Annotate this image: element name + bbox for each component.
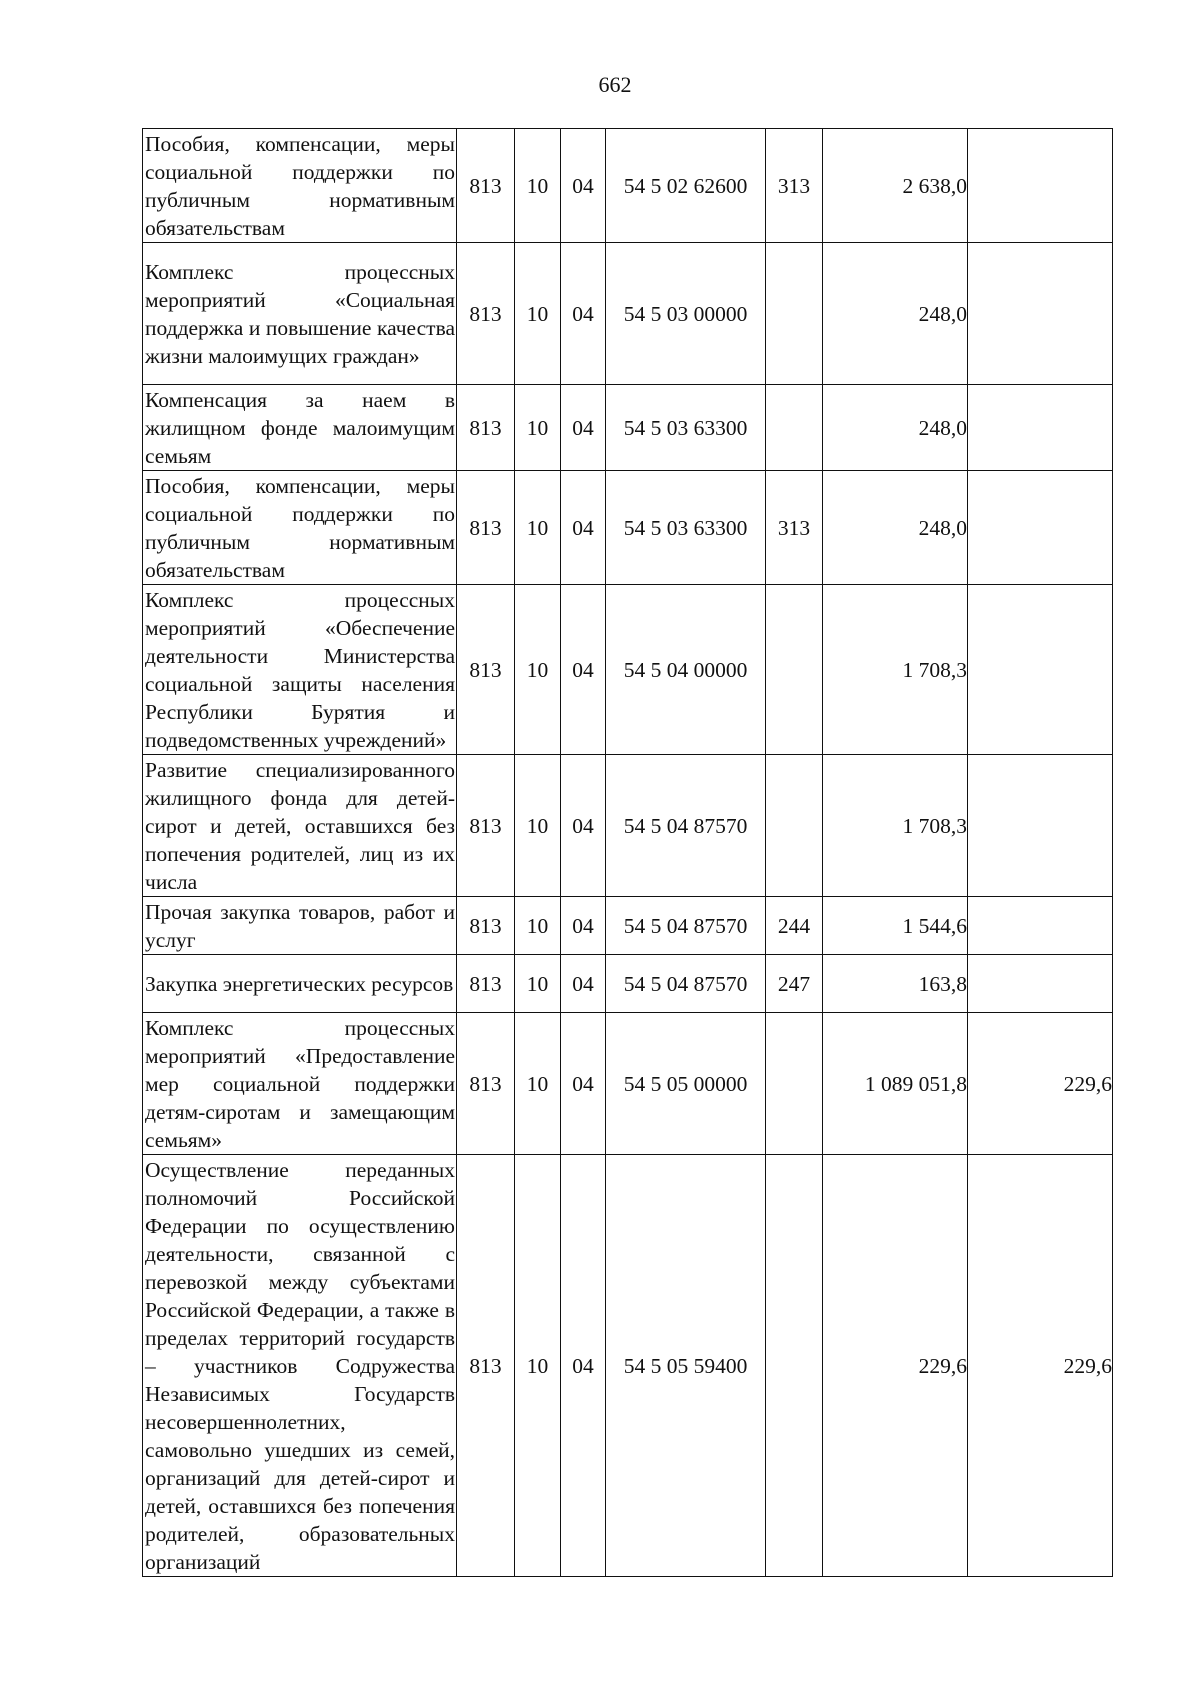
federal-amount [968, 129, 1113, 243]
row-name: Комплекс процессных мероприятий «Социальная поддержка и повышение качества жизни малоимущих граждан» [143, 243, 457, 385]
target-article-code: 54 5 04 87570 [606, 755, 766, 897]
expense-type-code [766, 385, 823, 471]
table-row [143, 585, 1113, 755]
ministry-code: 813 [457, 471, 515, 585]
expense-type-code: 247 [766, 955, 823, 1013]
federal-amount: 229,6 [968, 1013, 1113, 1155]
section-code: 10 [515, 1013, 561, 1155]
amount: 248,0 [823, 243, 968, 385]
ministry-code: 813 [457, 955, 515, 1013]
subsection-code: 04 [561, 897, 606, 955]
expense-type-code [766, 1155, 823, 1577]
federal-amount [968, 897, 1113, 955]
table-row [143, 243, 1113, 385]
target-article-code: 54 5 04 87570 [606, 897, 766, 955]
ministry-code: 813 [457, 585, 515, 755]
ministry-code: 813 [457, 385, 515, 471]
ministry-code: 813 [457, 1155, 515, 1577]
subsection-code: 04 [561, 1013, 606, 1155]
target-article-code: 54 5 04 00000 [606, 585, 766, 755]
subsection-code: 04 [561, 755, 606, 897]
section-code: 10 [515, 385, 561, 471]
section-code: 10 [515, 1155, 561, 1577]
ministry-code: 813 [457, 897, 515, 955]
section-code: 10 [515, 129, 561, 243]
subsection-code: 04 [561, 385, 606, 471]
target-article-code: 54 5 05 00000 [606, 1013, 766, 1155]
section-code: 10 [515, 897, 561, 955]
table-row [143, 1013, 1113, 1155]
ministry-code: 813 [457, 129, 515, 243]
section-code: 10 [515, 243, 561, 385]
target-article-code: 54 5 02 62600 [606, 129, 766, 243]
amount: 163,8 [823, 955, 968, 1013]
expense-type-code: 313 [766, 471, 823, 585]
target-article-code: 54 5 04 87570 [606, 955, 766, 1013]
row-name: Прочая закупка товаров, работ и услуг [143, 897, 457, 955]
amount: 1 708,3 [823, 585, 968, 755]
row-name: Развитие специализированного жилищного фонда для детей-сирот и детей, оставшихся без попечения родителей, лиц из их числа [143, 755, 457, 897]
expense-type-code [766, 1013, 823, 1155]
row-name: Компенсация за наем в жилищном фонде малоимущим семьям [143, 385, 457, 471]
row-name: Комплекс процессных мероприятий «Предоставление мер социальной поддержки детям-сиротам и замещающим семьям» [143, 1013, 457, 1155]
subsection-code: 04 [561, 1155, 606, 1577]
ministry-code: 813 [457, 755, 515, 897]
budget-table [142, 128, 1113, 1577]
table-row [143, 385, 1113, 471]
expense-type-code: 313 [766, 129, 823, 243]
amount: 248,0 [823, 385, 968, 471]
federal-amount: 229,6 [968, 1155, 1113, 1577]
amount: 2 638,0 [823, 129, 968, 243]
amount: 1 708,3 [823, 755, 968, 897]
table-row [143, 471, 1113, 585]
table-row [143, 129, 1113, 243]
ministry-code: 813 [457, 243, 515, 385]
table-row [143, 1155, 1113, 1577]
federal-amount [968, 585, 1113, 755]
target-article-code: 54 5 03 63300 [606, 471, 766, 585]
subsection-code: 04 [561, 585, 606, 755]
row-name: Осуществление переданных полномочий Российской Федерации по осуществлению деятельности, связанной с перевозкой между субъектами Российской Федерации, а также в пределах территорий государств – участников Содружества Независимых Государств несовершеннолетних, самовольно ушедших из семей, организаций для детей-сирот и детей, оставшихся без попечения родителей, образовательных организаций [143, 1155, 457, 1577]
expense-type-code [766, 755, 823, 897]
federal-amount [968, 243, 1113, 385]
subsection-code: 04 [561, 243, 606, 385]
expense-type-code [766, 585, 823, 755]
section-code: 10 [515, 471, 561, 585]
section-code: 10 [515, 955, 561, 1013]
table-row [143, 897, 1113, 955]
row-name: Закупка энергетических ресурсов [143, 955, 457, 1013]
federal-amount [968, 471, 1113, 585]
amount: 229,6 [823, 1155, 968, 1577]
subsection-code: 04 [561, 129, 606, 243]
ministry-code: 813 [457, 1013, 515, 1155]
amount: 1 544,6 [823, 897, 968, 955]
section-code: 10 [515, 585, 561, 755]
row-name: Комплекс процессных мероприятий «Обеспечение деятельности Министерства социальной защиты населения Республики Бурятия и подведомственных учреждений» [143, 585, 457, 755]
expense-type-code: 244 [766, 897, 823, 955]
table-row [143, 955, 1113, 1013]
section-code: 10 [515, 755, 561, 897]
page-number: 662 [598, 72, 632, 97]
subsection-code: 04 [561, 955, 606, 1013]
subsection-code: 04 [561, 471, 606, 585]
target-article-code: 54 5 03 00000 [606, 243, 766, 385]
federal-amount [968, 385, 1113, 471]
federal-amount [968, 955, 1113, 1013]
target-article-code: 54 5 03 63300 [606, 385, 766, 471]
federal-amount [968, 755, 1113, 897]
table-row [143, 755, 1113, 897]
amount: 1 089 051,8 [823, 1013, 968, 1155]
row-name: Пособия, компенсации, меры социальной поддержки по публичным нормативным обязательствам [143, 129, 457, 243]
amount: 248,0 [823, 471, 968, 585]
row-name: Пособия, компенсации, меры социальной поддержки по публичным нормативным обязательствам [143, 471, 457, 585]
target-article-code: 54 5 05 59400 [606, 1155, 766, 1577]
expense-type-code [766, 243, 823, 385]
